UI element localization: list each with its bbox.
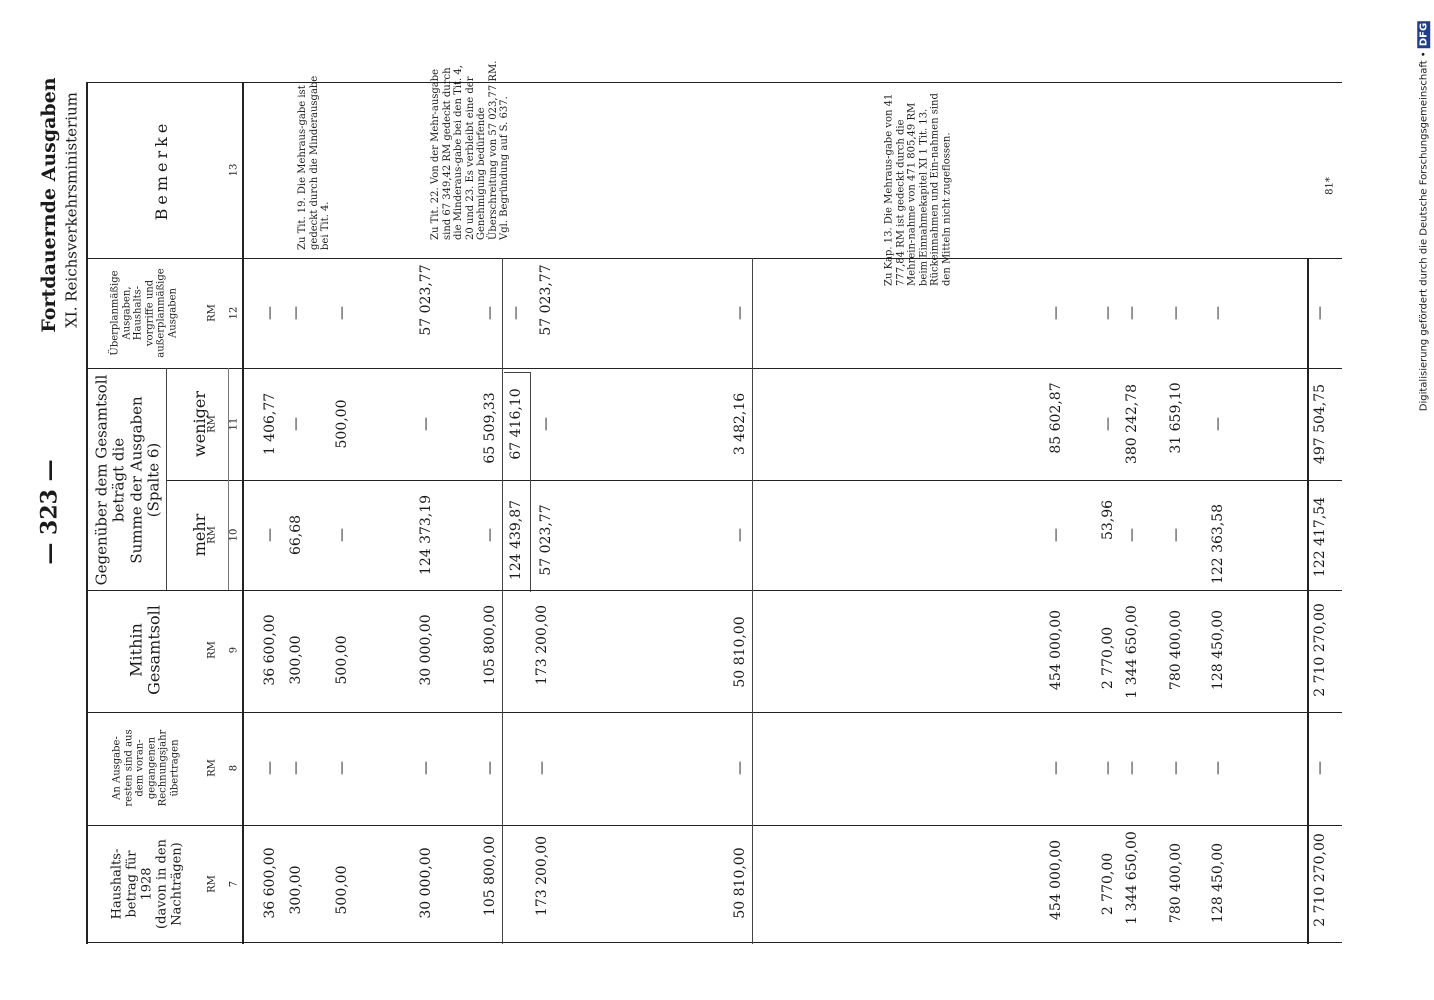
header-group-10-11: Gegenüber dem Gesamtsoll beträgt die Summe der Ausgaben (Spalte 6) <box>92 374 163 586</box>
footer-mark: 81* <box>1324 177 1336 195</box>
cell-col8: — <box>533 761 550 775</box>
cell-col7: 1 344 650,00 <box>1123 831 1140 925</box>
cell-col11: — <box>287 417 304 431</box>
cell-col7: 30 000,00 <box>417 847 434 919</box>
cell-col9: 1 344 650,00 <box>1123 605 1140 699</box>
cell-col10: — <box>731 528 748 542</box>
cell-col9: 36 600,00 <box>261 614 278 686</box>
cell-col9: 2 770,00 <box>1099 626 1116 690</box>
cell-col10: 124 373,19 <box>417 494 434 576</box>
cell-col10: 122 363,58 <box>1209 503 1226 585</box>
cell-col7: 173 200,00 <box>533 835 550 917</box>
cell-col12: — <box>333 306 350 320</box>
cell-col8: — <box>481 761 498 775</box>
cell-col10: — <box>333 528 350 542</box>
cell-col8: — <box>333 761 350 775</box>
unit-col8: RM <box>206 759 218 777</box>
cell-col7: 128 450,00 <box>1209 842 1226 924</box>
cell-col9: 454 000,00 <box>1047 609 1064 691</box>
cell-col11: 85 602,87 <box>1047 382 1064 454</box>
unit-col7: RM <box>206 875 218 893</box>
colnum-10: 10 <box>228 528 240 542</box>
cell-col7: 50 810,00 <box>731 847 748 919</box>
cell-col7: 300,00 <box>287 865 304 915</box>
header-col10: mehr <box>189 513 209 557</box>
note-kap-13: Zu Kap. 13. Die Mehraus-gabe von 41 777,84 RM ist gedeckt durch die Mehrein-nahme von 471 805,49 RM beim Einnahmekapitel XI 1 Tit. 13. Rückeinnahmen und Ein-nahmen sind den Mitteln nicht zugeflossen. <box>883 93 952 286</box>
unit-col9: RM <box>206 641 218 659</box>
page-number: — 323 — <box>36 459 63 565</box>
cell-col10: — <box>1047 528 1064 542</box>
cell-col12: — <box>1123 306 1140 320</box>
cell-col11: 380 242,78 <box>1123 383 1140 465</box>
cell-col12: — <box>287 306 304 320</box>
header-col7: Haushalts- betrag für 1928 (davon in den Nachträgen) <box>109 839 185 929</box>
note-tit-19: Zu Tit. 19. Die Mehraus-gabe ist gedeckt durch die Minderausgabe bei Tit. 4. <box>296 75 331 250</box>
cell-col7: 780 400,00 <box>1167 842 1184 924</box>
cell-col8: — <box>1311 761 1328 775</box>
credit-text: Digitalisierung gefördert durch die Deutsche Forschungsgemeinschaft • <box>1418 51 1430 412</box>
cell-col12: — <box>1311 306 1328 320</box>
cell-col11: 500,00 <box>333 399 350 449</box>
cell-col11: — <box>1209 417 1226 431</box>
cell-col8: — <box>731 761 748 775</box>
cell-col9: 500,00 <box>333 635 350 685</box>
cell-col12: — <box>261 306 278 320</box>
cell-col10: — <box>481 528 498 542</box>
cell-col12: — <box>1209 306 1226 320</box>
cell-col11-b: — <box>537 417 554 431</box>
note-tit-22: Zu Tit. 22. Von der Mehr-ausgabe sind 67 349,42 RM gedeckt durch die Minderaus-gabe bei den Tit. 4, 20 und 23. Es verbleibt eine der Genehmigung bedürfende Überschreitung von 57 023,77 RM. Vgl. Begründung auf S. 637. <box>429 60 510 240</box>
cell-col10: — <box>261 528 278 542</box>
colnum-8: 8 <box>228 764 240 772</box>
cell-col7: 454 000,00 <box>1047 839 1064 921</box>
cell-col12-a: — <box>507 306 524 320</box>
cell-col10-b: 57 023,77 <box>537 504 554 576</box>
header-col12: Überplanmäßige Ausgaben, Haushalts- vorgriffe und außerplanmäßige Ausgaben <box>109 268 178 358</box>
cell-col9: 173 200,00 <box>533 604 550 686</box>
cell-col7: 36 600,00 <box>261 847 278 919</box>
cell-col8: — <box>287 761 304 775</box>
cell-col7: 500,00 <box>333 865 350 915</box>
colnum-12: 12 <box>228 306 240 320</box>
header-col11: weniger <box>189 391 209 457</box>
cell-col7: 2 770,00 <box>1099 852 1116 916</box>
cell-col11: 1 406,77 <box>261 392 278 456</box>
cell-col12: — <box>731 306 748 320</box>
cell-col8: — <box>1047 761 1064 775</box>
cell-col12: — <box>481 306 498 320</box>
unit-col12: RM <box>206 304 218 322</box>
colnum-11: 11 <box>228 417 240 431</box>
cell-col7: 105 800,00 <box>481 835 498 917</box>
cell-col8: — <box>1123 761 1140 775</box>
cell-col8: — <box>1167 761 1184 775</box>
header-col9: Mithin Gesamtsoll <box>126 605 164 695</box>
colnum-7: 7 <box>228 880 240 888</box>
cell-col9: 780 400,00 <box>1167 609 1184 691</box>
cell-col8: — <box>1209 761 1226 775</box>
dfg-logo-icon: DFG <box>1418 22 1430 47</box>
cell-col11: 497 504,75 <box>1311 383 1328 465</box>
cell-col9: 30 000,00 <box>417 614 434 686</box>
cell-col12: — <box>1047 306 1064 320</box>
digitization-credit <box>1418 21 1430 411</box>
cell-col11-a: 67 416,10 <box>507 388 524 460</box>
cell-col10: — <box>1123 528 1140 542</box>
cell-col7: 2 710 270,00 <box>1311 833 1328 927</box>
header-col8: An Ausgabe- resten sind aus dem voran- gegangenen Rechnungsjahr übertragen <box>111 729 180 807</box>
unit-col10: RM <box>206 526 218 544</box>
cell-col8: — <box>1099 761 1116 775</box>
cell-col11: — <box>1099 417 1116 431</box>
cell-col11: 31 659,10 <box>1167 382 1184 454</box>
cell-col11: — <box>417 417 434 431</box>
cell-col9: 105 800,00 <box>481 604 498 686</box>
cell-col10: 66,68 <box>287 514 304 556</box>
cell-col9: 300,00 <box>287 635 304 685</box>
colnum-13: 13 <box>228 163 240 177</box>
cell-col9: 128 450,00 <box>1209 609 1226 691</box>
unit-col11: RM <box>206 415 218 433</box>
page-subtitle: XI. Reichsverkehrsministerium <box>62 92 81 328</box>
cell-col8: — <box>261 761 278 775</box>
cell-col8: — <box>417 761 434 775</box>
page-title: Fortdauernde Ausgaben <box>38 77 61 333</box>
cell-col12: — <box>1099 306 1116 320</box>
cell-col12: 57 023,77 <box>417 264 434 336</box>
header-col13: Bemerke <box>151 119 171 221</box>
cell-col12: — <box>1167 306 1184 320</box>
cell-col10-a: 124 439,87 <box>507 499 524 581</box>
cell-col9: 2 710 270,00 <box>1311 603 1328 697</box>
cell-col10: 122 417,54 <box>1311 496 1328 578</box>
cell-col12-b: 57 023,77 <box>537 264 554 336</box>
colnum-9: 9 <box>228 646 240 654</box>
cell-col9: 50 810,00 <box>731 616 748 688</box>
cell-col11: 65 509,33 <box>481 392 498 464</box>
cell-col10: — <box>1167 528 1184 542</box>
cell-col11: 3 482,16 <box>731 392 748 456</box>
cell-col10: 53,96 <box>1099 499 1116 541</box>
